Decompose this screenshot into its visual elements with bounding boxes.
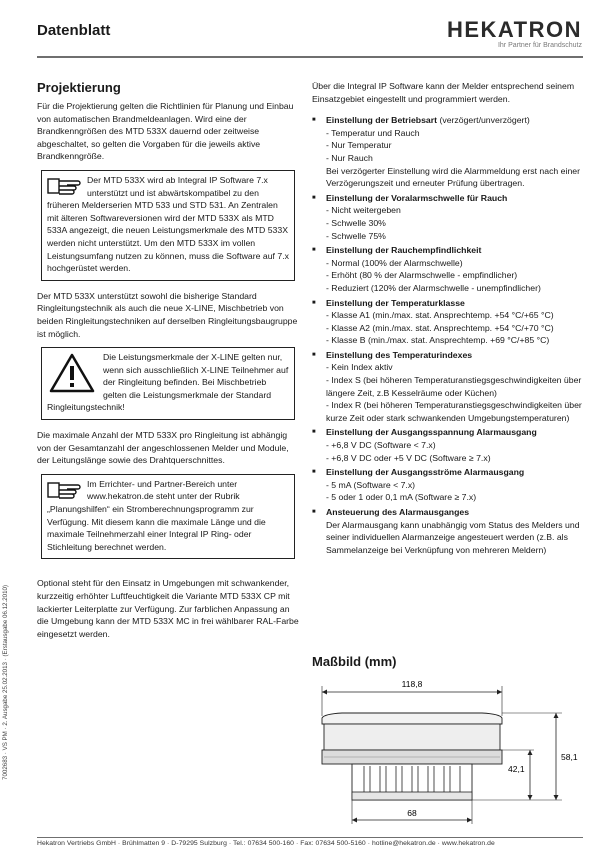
paragraph-intro: Über die Integral IP Software kann der Melder entsprechend seinem Einsatzgebiet eingestellt und programmiert werden. [312, 81, 575, 104]
warning-triangle-icon [49, 353, 95, 393]
note-text-software: Der MTD 533X wird ab Integral IP Software 7.x unterstützt und ist abwärtskompatibel zu den früheren Melderserien MTD 533 und STD 531. An Zentralen mit älteren Softwareversionen wird der MTD 533X als MTD 533A angezeigt, die neuen Leistungsmerkmale des MTD 533X werden nicht unterstützt. Um den MTD 533X im vollen Leistungsumfang nutzen zu können, muss die Software auf 7.x hochgerüstet werden. [47, 174, 289, 274]
paragraph-options: Optional steht für den Einsatz in Umgebungen mit schwankender, kurzzeitig erhöhter Luftfeuchtigkeit die Variante MTD 533X CP mit lackierter Leiterplatte zur Verfügung. Zur farblichen Anpassung an die Umgebung kann der MTD 533X MC in frei wählbarer RAL-Farbe eingesetzt werden. [37, 578, 299, 639]
detector-cap [322, 713, 502, 724]
header-divider [37, 56, 583, 58]
pointing-hand-icon [47, 479, 81, 501]
paragraph-max-count: Die maximale Anzahl der MTD 533X pro Ringleitung ist abhängig von der Gesamtanzahl der angeschlossenen Melder und Module, der Leitungslänge sowie des Drahtquerschnittes. [37, 430, 289, 466]
section-heading: Projektierung [37, 80, 121, 95]
list-item: ■ Einstellung der Ausgangsströme Alarmausgang - 5 mA (Software < 7.x) - 5 oder 1 oder 0,1 mA (Software ≥ 7.x) [312, 466, 584, 504]
list-item: ■ Einstellung der Voralarmschwelle für Rauch - Nicht weitergeben - Schwelle 30% - Schwelle 75% [312, 192, 584, 242]
list-item: ■ Einstellung des Temperaturindexes - Kein Index aktiv - Index S (bei höheren Temperaturanstiegsgeschwindigkeiten über längere Zeit, z.B Kesselräume oder Küchen) - Index R (bei höheren Temperaturanstiegsgeschwindigkeiten über kurze Zeit oder stark schwankenden Umgebungstemperaturen) [312, 349, 584, 425]
dimension-drawing [312, 674, 584, 834]
right-column [312, 80, 584, 558]
list-item: ■ Einstellung der Rauchempfindlichkeit - Normal (100% der Alarmschwelle) - Erhöht (80 % der Alarmschwelle - empfindlicher) - Reduziert (120% der Alarmschwelle - unempfindlicher) [312, 244, 584, 294]
brand-tagline: Ihr Partner für Brandschutz [497, 42, 582, 49]
drawing-title: Maßbild (mm) [312, 654, 397, 669]
warning-box [41, 347, 295, 420]
list-item: ■ Einstellung der Betriebsart (verzögert/unverzögert) - Temperatur und Rauch - Nur Temperatur - Nur Rauch Bei verzögerter Einstellung wird die Alarmmeldung erst nach einer Verzögerungszeit und erneuter Prüfung übertragen. [312, 114, 584, 190]
note-box-software [41, 170, 295, 281]
list-item: ■ Einstellung der Ausgangsspannung Alarmausgang - +6,8 V DC (Software < 7.x) - +6,8 V DC oder +5 V DC (Software ≥ 7.x) [312, 426, 584, 464]
paragraph-xline: Der MTD 533X unterstützt sowohl die bisherige Standard Ringleitungstechnik als auch die neue X-LINE, Mischbetrieb von beiden Ringleitungstechniken auf derselben Ringleitungsbaugruppe ist möglich. [37, 290, 298, 339]
brand-logo: HEKATRON [446, 17, 582, 42]
paragraph-planning: Für die Projektierung gelten die Richtlinien für Planung und Einbau von automatischen Brandmeldeanlagen. Wird eine der Brandkenngrößen des MTD 533X dauernd oder zeitweise abgeschaltet, so gelten die Vorgaben für die jeweils aktive Brandkenngröße. [37, 101, 294, 162]
warning-text: Die Leistungsmerkmale der X-LINE gelten nur, wenn sich ausschließlich X-LINE Teilnehmer auf der Ringleitung befinden. Bei Mischbetrieb gelten die Leistungsmerkmale der Standard Ringleitungstechnik! [47, 352, 289, 413]
pointing-hand-icon [47, 175, 81, 197]
dim-label-base-height: 42,1 [508, 764, 525, 774]
settings-list [312, 114, 584, 556]
note-box-planning-aid [41, 474, 295, 560]
dim-label-width: 118,8 [401, 679, 423, 689]
document-revision-info: 7002683 · VS PM · 2. Ausgabe 25.02.2013 · (Erstausgabe 06.12.2010) [2, 584, 9, 780]
footer-contact: Hekatron Vertriebs GmbH · Brühlmatten 9 · D-79295 Sulzburg · Tel.: 07634 500-160 · Fax: 07634 500-5160 · hotline@hekatron.de · www.hekatron.de [37, 840, 495, 847]
note-text-planning-aid: Im Errichter- und Partner-Bereich unter www.hekatron.de steht unter der Rubrik „Planungshilfen“ ein Stromberechnungsprogramm zur Verfügung. Mit diesem kann die maximale Länge und die maximale Teilnehmerzahl einer Integral IP Ring- oder Stichleitung berechnet werden. [47, 478, 266, 552]
footer-divider [37, 837, 583, 838]
list-item: ■ Einstellung der Temperaturklasse - Klasse A1 (min./max. stat. Ansprechtemp. +54 °C/+65 °C) - Klasse A2 (min./max. stat. Ansprechtemp. +54 °C/+70 °C) - Klasse B (min./max. stat. Ansprechtemp. +69 °C/+85 °C) [312, 297, 584, 347]
left-column [37, 80, 299, 640]
list-item: ■ Ansteuerung des Alarmausganges Der Alarmausgang kann unabhängig vom Status des Melders und seiner individuellen Alarmanzeige angesteuert werden (z.B. als Sammelanzeige bei Verknüpfung von mehreren Meldern) [312, 506, 584, 556]
page-title: Datenblatt [37, 22, 111, 39]
dim-label-height: 58,1 [561, 752, 578, 762]
dim-label-base-width: 68 [407, 808, 417, 818]
detector-body [324, 724, 500, 750]
